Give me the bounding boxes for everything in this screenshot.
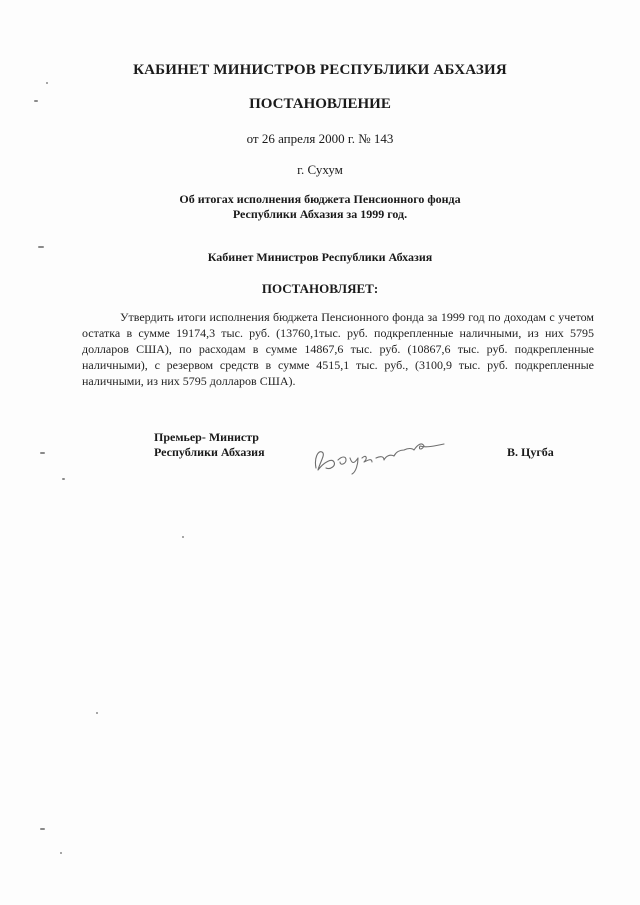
scan-speck: [62, 478, 65, 480]
scan-speck: [34, 100, 38, 102]
scan-speck: [40, 828, 45, 830]
city-line: г. Сухум: [297, 162, 343, 177]
signatory-title-line-2: Республики Абхазия: [154, 445, 265, 459]
signatory-name: В. Цугба: [507, 445, 554, 459]
subject-block: [0, 192, 640, 222]
subject-line-1: Об итогах исполнения бюджета Пенсионного фонда: [179, 192, 461, 206]
scan-speck: [96, 712, 98, 714]
subject-line-2: Республики Абхазия за 1999 год.: [232, 207, 408, 221]
handwritten-signature: [310, 428, 450, 478]
signatory-title-line-1: Премьер- Министр: [154, 430, 259, 444]
document-type-title: ПОСТАНОВЛЕНИЕ: [249, 96, 391, 112]
issuer-heading: КАБИНЕТ МИНИСТРОВ РЕСПУБЛИКИ АБХАЗИЯ: [133, 62, 507, 78]
scan-speck: [182, 536, 184, 538]
resolution-body: Утвердить итоги исполнения бюджета Пенсионного фонда за 1999 год по доходам с учетом остатка в сумме 19174,3 тыс. руб. (13760,1тыс. руб. подкрепленные наличными, из них 5795 долларов США), по расходам в сумме 14867,6 тыс. руб. (10867,6 тыс. руб. подкрепленные наличными), с резервом средств в сумме 4515,1 тыс. руб., (3100,9 тыс. руб. подкрепленные наличными, из них 5795 долларов США).: [82, 310, 594, 388]
date-and-number: от 26 апреля 2000 г. № 143: [246, 131, 394, 146]
scan-speck: [60, 852, 62, 854]
issuing-body: Кабинет Министров Республики Абхазия: [207, 250, 433, 264]
scan-speck: [46, 82, 48, 84]
scan-speck: [40, 452, 45, 454]
scan-speck: [38, 246, 44, 248]
decree-heading: ПОСТАНОВЛЯЕТ:: [261, 281, 379, 296]
